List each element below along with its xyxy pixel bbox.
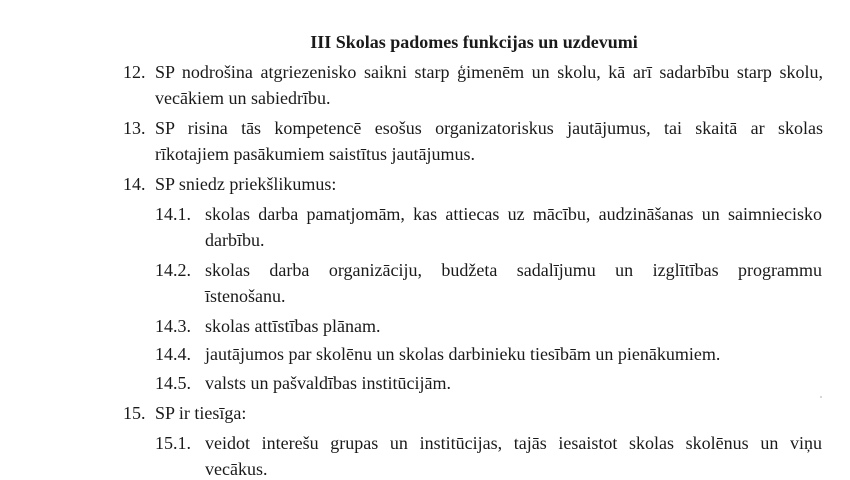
subitem-number: 15.1. [155,433,191,453]
subitem-text-line: skolas darba pamatjomām, kas attiecas uz mācību, audzināšanas un saimniecisko [205,204,822,224]
subitem-text-line: skolas darba organizāciju, budžeta sadalījumu un izglītības programmu [205,260,822,280]
subitem-text-line: jautājumos par skolēnu un skolas darbinieku tiesībām un pienākumiem. [205,344,721,364]
item-number: 14. [123,174,146,194]
item-text-line: vecākiem un sabiedrību. [155,88,331,108]
item-text-line: SP ir tiesīga: [155,403,247,423]
item-text-line: SP sniedz priekšlikumus: [155,174,337,194]
subitem-text-line: valsts un pašvaldības institūcijām. [205,373,451,393]
subitem-text-line: veidot interešu grupas un institūcijas, tajās iesaistot skolas skolēnus un viņu [205,433,822,453]
subitem-text-line: skolas attīstības plānam. [205,316,381,336]
item-text-line: SP nodrošina atgriezenisko saikni starp ģimenēm un skolu, kā arī sadarbību starp skolu, [155,62,823,82]
subitem-number: 14.4. [155,344,191,364]
item-text-line: rīkotajiem pasākumiem saistītus jautājumus. [155,144,475,164]
item-number: 12. [123,62,146,82]
subitem-number: 14.2. [155,260,191,280]
subitem-text-line: īstenošanu. [205,286,286,306]
item-number: 13. [123,118,146,138]
section-heading: III Skolas padomes funkcijas un uzdevumi [310,32,638,52]
subitem-number: 14.5. [155,373,191,393]
subitem-text-line: vecākus. [205,459,268,479]
item-text-line: SP risina tās kompetencē esošus organizatoriskus jautājumus, tai skaitā ar skolas [155,118,823,138]
item-number: 15. [123,403,146,423]
scan-speck [820,396,822,398]
subitem-number: 14.3. [155,316,191,336]
subitem-text-line: darbību. [205,230,265,250]
subitem-number: 14.1. [155,204,191,224]
